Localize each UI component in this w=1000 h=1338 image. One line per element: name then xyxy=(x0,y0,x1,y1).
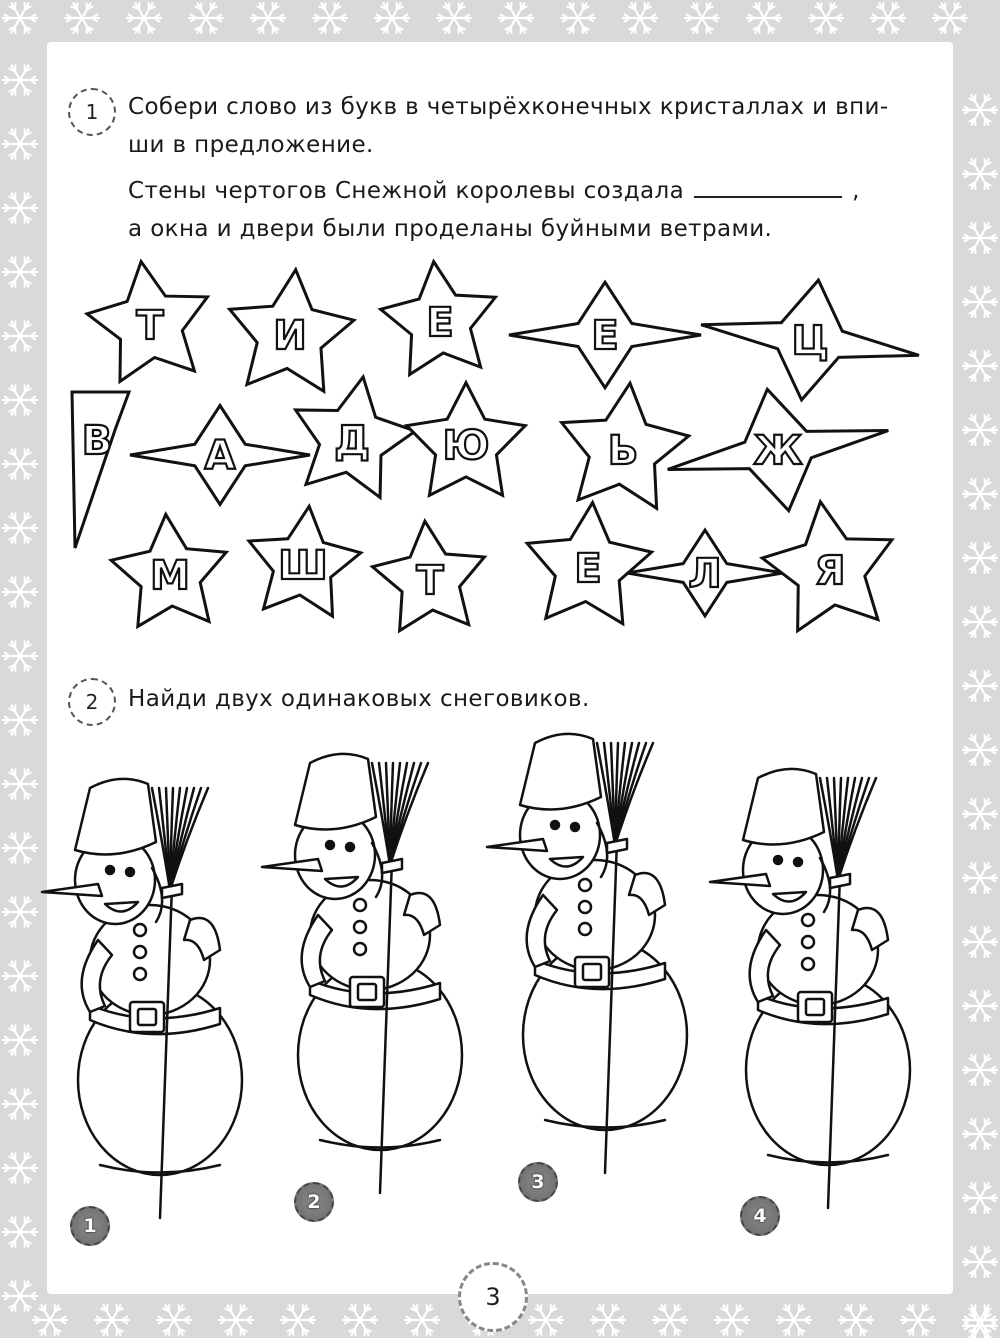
snowman-2-badge xyxy=(294,1182,334,1222)
snowflake-icon xyxy=(839,1305,873,1335)
sentence-comma: , xyxy=(852,178,860,204)
crystal-letter: Я xyxy=(814,548,846,594)
snowflake-icon xyxy=(529,1305,563,1335)
page-number-badge xyxy=(458,1262,528,1332)
crystal-letter: А xyxy=(204,433,236,479)
crystal-letter: Е xyxy=(426,300,454,346)
snowflake-icon xyxy=(33,1305,67,1335)
crystal-letter: Т xyxy=(136,303,164,349)
snowman-3-badge xyxy=(518,1162,558,1202)
snowflake-icon xyxy=(777,1305,811,1335)
snowflake-icon xyxy=(591,1305,625,1335)
snowman-4-badge xyxy=(740,1196,780,1236)
crystal-letter: И xyxy=(273,313,307,359)
crystal-letter: Ш xyxy=(278,543,328,589)
snowflake-icon xyxy=(963,1247,997,1277)
crystal-letter: Ж xyxy=(753,428,803,474)
snowflake-icon xyxy=(963,1311,997,1338)
crystal-letter: Е xyxy=(591,313,619,359)
snowflake-icon xyxy=(405,1305,439,1335)
task-1-instruction-line-1: Собери слово из букв в четырёхконечных кристаллах и впи- xyxy=(128,94,889,120)
crystal-letter: М xyxy=(150,553,190,599)
snowman-1-label: 1 xyxy=(83,1215,97,1237)
snowflake-icon xyxy=(901,1305,935,1335)
snowflake-icon xyxy=(219,1305,253,1335)
sentence-line-2: а окна и двери были проделаны буйными ветрами. xyxy=(128,216,773,242)
page-number: 3 xyxy=(485,1283,501,1311)
snowflake-icon xyxy=(3,1281,37,1311)
snowman-1 xyxy=(42,779,242,1218)
snowman-3 xyxy=(487,734,687,1173)
crystal-letter: Т xyxy=(416,558,444,604)
snowflake-icon xyxy=(157,1305,191,1335)
sentence-part-1: Стены чертогов Снежной королевы создала xyxy=(128,178,685,204)
snowman-4-label: 4 xyxy=(753,1205,767,1227)
crystal-letter: В xyxy=(81,418,113,464)
crystal-letter: Л xyxy=(688,551,722,597)
snowman-2 xyxy=(262,754,462,1193)
task-2-instruction: Найди двух одинаковых снеговиков. xyxy=(128,686,590,712)
crystal-letter: Д xyxy=(334,418,370,464)
snowflake-icon xyxy=(715,1305,749,1335)
snowflake-icon xyxy=(653,1305,687,1335)
task-1-instruction-line-2: ши в предложение. xyxy=(128,132,374,158)
crystal-letter: Е xyxy=(574,546,602,592)
snowman-1-badge xyxy=(70,1206,110,1246)
snowflake-icon xyxy=(343,1305,377,1335)
snowman-2-label: 2 xyxy=(307,1191,321,1213)
crystal-letter: Ь xyxy=(607,428,639,474)
snowman-3-label: 3 xyxy=(531,1171,545,1193)
task-1-number: 1 xyxy=(85,100,99,124)
crystal-letter: Ю xyxy=(442,423,490,469)
snowflake-icon xyxy=(281,1305,315,1335)
snowflake-icon xyxy=(95,1305,129,1335)
snowflake-icon xyxy=(963,1305,997,1335)
task-2-number: 2 xyxy=(85,690,99,714)
snowman-4 xyxy=(710,769,910,1208)
crystal-letter: Ц xyxy=(791,318,829,364)
